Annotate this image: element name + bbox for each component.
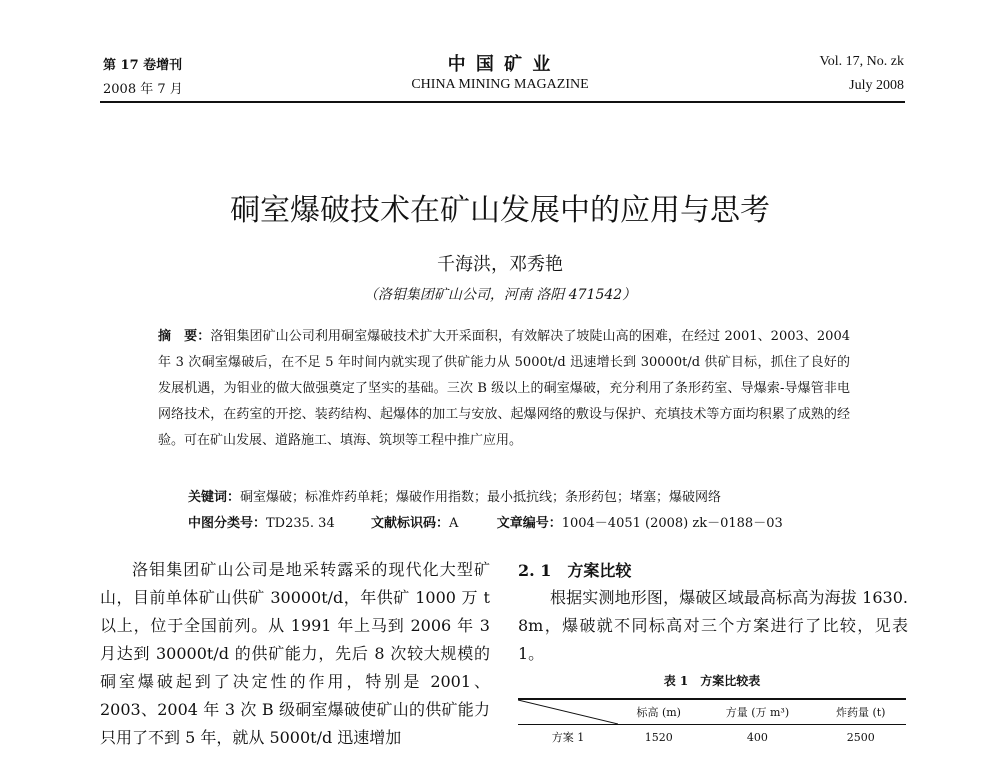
table-corner-cell <box>518 699 618 725</box>
table-header-row <box>518 699 906 725</box>
body-right-column <box>518 584 908 668</box>
volume-info: Vol. 17, No. zk <box>819 54 904 69</box>
keywords-line <box>188 486 721 505</box>
doc-code-value: A <box>449 516 459 531</box>
classification-line <box>188 512 783 531</box>
table-caption: 表 1 方案比较表 <box>663 674 761 688</box>
body-paragraph: 洛钼集团矿山公司是地采转露采的现代化大型矿山，目前单体矿山供矿 30000t/d，年供矿 1000 万 t 以上，位于全国前列。从 1991 年上马到 2006 年 3 月达到 30000t/d 的供矿能力，先后 8 次较大规模的硐室爆破起到了决定性的作用，特别是 2001、2003、2004 年 3 次 B 级硐室爆破使矿山的供矿能力只用了不到 5 年，就从 5000t/d 迅速增加 <box>100 560 490 747</box>
journal-title-en: CHINA MINING MAGAZINE <box>411 77 589 92</box>
diagonal-line-icon <box>518 700 618 724</box>
clc-label: 中图分类号： <box>188 516 267 531</box>
table-row <box>518 725 906 750</box>
keywords-label: 关键词： <box>188 490 241 505</box>
comparison-table <box>518 698 906 749</box>
doc-code-label: 文献标识码： <box>371 516 450 531</box>
table-cell: 400 <box>746 730 768 744</box>
article-title: 硐室爆破技术在矿山发展中的应用与思考 <box>230 193 770 228</box>
row-label: 方案 1 <box>551 731 585 744</box>
issue-date-en: July 2008 <box>849 78 904 93</box>
body-left-column <box>100 556 490 752</box>
table-cell: 2500 <box>846 730 875 744</box>
table-cell: 1520 <box>644 730 673 744</box>
table-header-cell: 炸药量 (t) <box>835 706 886 719</box>
issue-info: 第 17 卷增刊 <box>103 58 183 73</box>
article-authors: 千海洪，邓秀艳 <box>437 254 563 275</box>
body-paragraph: 根据实测地形图，爆破区域最高标高为海拔 1630. 8m，爆破就不同标高对三个方案进行了比较，见表 1。 <box>518 588 908 663</box>
journal-title-cn: 中 国 矿 业 <box>447 54 553 75</box>
clc-value: TD235. 34 <box>266 516 335 531</box>
article-no-label: 文章编号： <box>496 516 562 531</box>
article-affiliation: （洛钼集团矿山公司，河南 洛阳 471542） <box>363 287 637 303</box>
abstract <box>158 324 850 454</box>
table-header-cell: 标高 (m) <box>636 706 681 719</box>
article-no-value: 1004－4051 (2008) zk－0188－03 <box>561 516 783 531</box>
issue-date: 2008 年 7 月 <box>103 82 183 97</box>
abstract-text: 洛钼集团矿山公司利用硐室爆破技术扩大开采面积，有效解决了坡陡山高的困难，在经过 2001、2003、2004 年 3 次硐室爆破后，在不足 5 年时间内就实现了供矿能力从 5000t/d 迅速增长到 30000t/d 供矿目标，抓住了良好的发展机遇，为钼业的做大做强奠定了坚实的基础。三次 B 级以上的硐室爆破，充分利用了条形药室、导爆索-导爆管非电网络技术，在药室的开挖、装药结构、起爆体的加工与安放、起爆网络的敷设与保护、充填技术等方面均积累了成熟的经验。可在矿山发展、道路施工、填海、筑坝等工程中推广应用。 <box>158 329 850 448</box>
abstract-label: 摘 要： <box>158 329 211 344</box>
table-header-cell: 方量 (万 m³) <box>725 706 790 719</box>
section-heading: 2. 1 方案比较 <box>518 561 632 580</box>
keywords: 硐室爆破；标准炸药单耗；爆破作用指数；最小抵抗线；条形药包；堵塞；爆破网络 <box>240 490 722 505</box>
header-rule <box>100 101 905 103</box>
